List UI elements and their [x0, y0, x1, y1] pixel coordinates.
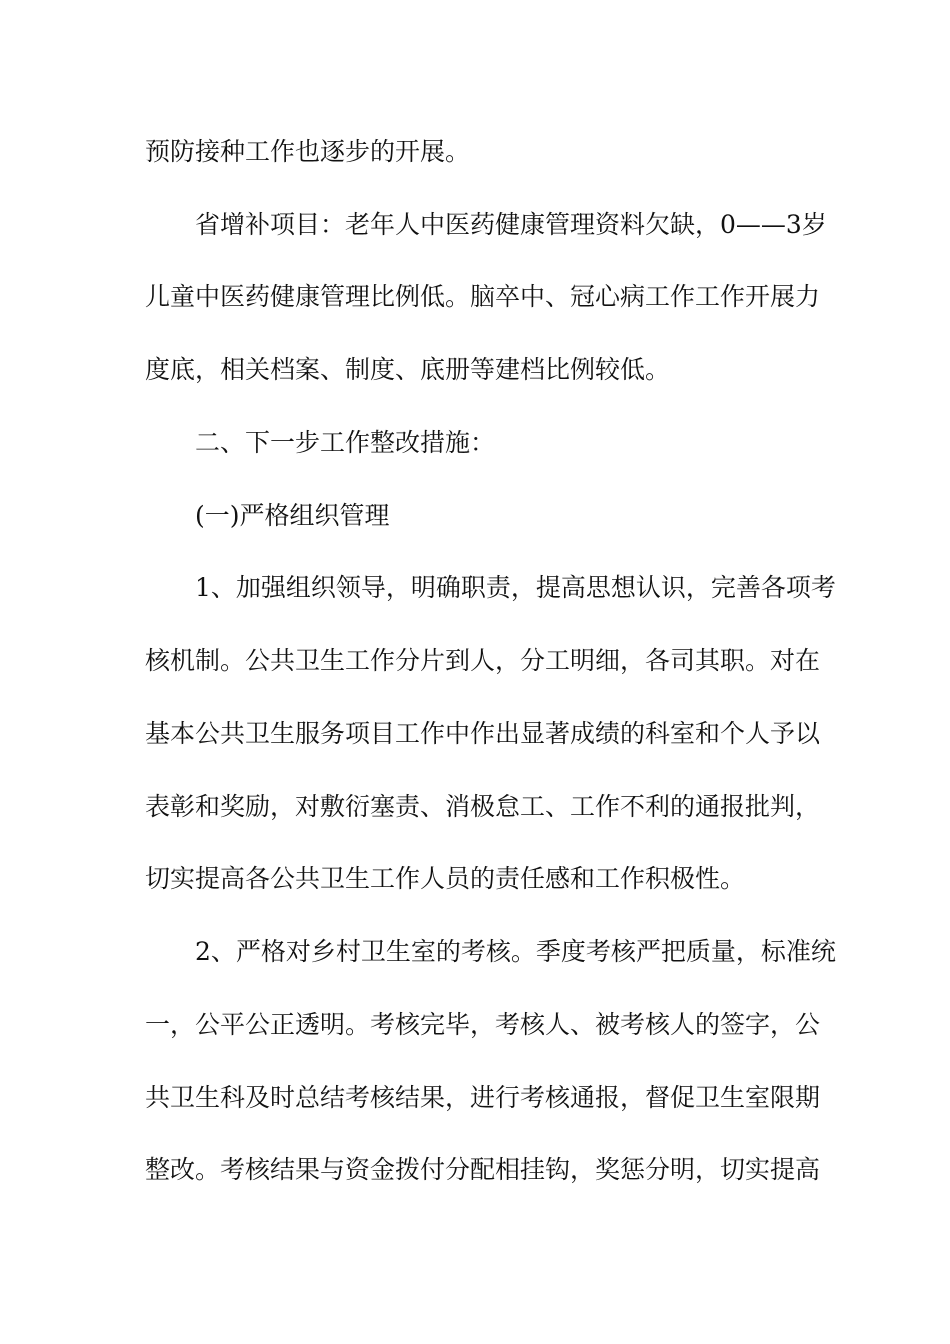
- text-line: 1、加强组织领导，明确职责，提高思想认识，完善各项考: [195, 573, 836, 602]
- subsection-heading: (一)严格组织管理: [195, 501, 390, 530]
- text-line: 共卫生科及时总结考核结果，进行考核通报，督促卫生室限期: [145, 1083, 821, 1112]
- text-line: 切实提高各公共卫生工作人员的责任感和工作积极性。: [145, 864, 746, 893]
- text-line: 儿童中医药健康管理比例低。脑卒中、冠心病工作工作开展力: [145, 282, 821, 311]
- text-line: 表彰和奖励，对敷衍塞责、消极怠工、工作不利的通报批判，: [145, 792, 821, 821]
- text-line: 核机制。公共卫生工作分片到人，分工明细，各司其职。对在: [145, 646, 821, 675]
- text-line: 基本公共卫生服务项目工作中作出显著成绩的科室和个人予以: [145, 719, 821, 748]
- text-line: 度底，相关档案、制度、底册等建档比例较低。: [145, 355, 671, 384]
- text-line: 预防接种工作也逐步的开展。: [145, 137, 471, 166]
- text-line: 省增补项目：老年人中医药健康管理资料欠缺，0——3岁: [195, 210, 827, 239]
- text-line: 2、严格对乡村卫生室的考核。季度考核严把质量，标准统: [195, 937, 836, 966]
- text-line: 整改。考核结果与资金拨付分配相挂钩，奖惩分明，切实提高: [145, 1155, 821, 1184]
- text-line: 一，公平公正透明。考核完毕，考核人、被考核人的签字，公: [145, 1010, 821, 1039]
- section-heading: 二、下一步工作整改措施：: [195, 428, 496, 457]
